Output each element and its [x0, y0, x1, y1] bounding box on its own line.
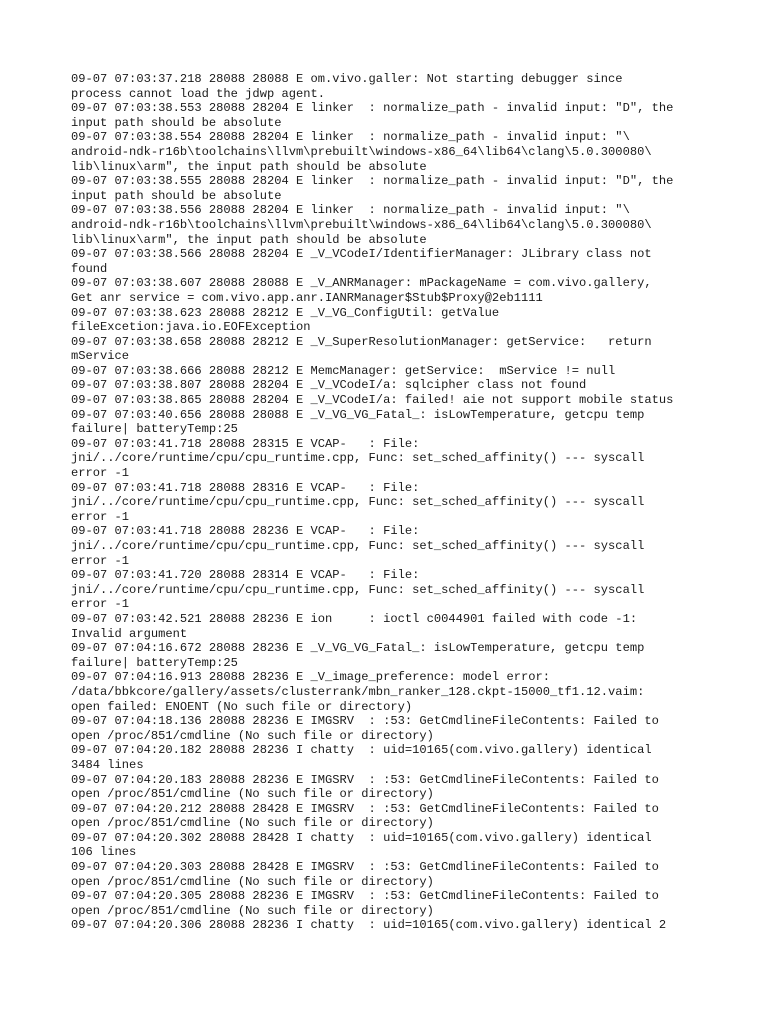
log-line: lib\linux\arm", the input path should be absolute [71, 159, 427, 174]
log-line: /data/bbkcore/gallery/assets/clusterrank/mbn_ranker_128.ckpt-15000_tf1.12.vaim: [71, 684, 645, 699]
log-line: error -1 [71, 509, 130, 524]
log-line: 106 lines [71, 845, 137, 860]
log-line: 09-07 07:04:16.672 28088 28236 E _V_VG_VG_Fatal_: isLowTemperature, getcpu temp [71, 641, 645, 656]
log-line: open /proc/851/cmdline (No such file or directory) [71, 903, 434, 918]
log-line: 09-07 07:03:38.555 28088 28204 E linker : normalize_path - invalid input: "D", the [71, 174, 674, 189]
log-line: 09-07 07:03:38.566 28088 28204 E _V_VCodeI/IdentifierManager: JLibrary class not [71, 247, 652, 262]
log-line: 09-07 07:04:20.212 28088 28428 E IMGSRV : :53: GetCmdlineFileContents: Failed to [71, 801, 659, 816]
log-line: 09-07 07:03:38.666 28088 28212 E MemcManager: getService: mService != null [71, 363, 616, 378]
log-line: Get anr service = com.vivo.app.anr.IANRManager$Stub$Proxy@2eb1111 [71, 290, 543, 305]
log-line: 09-07 07:03:41.718 28088 28316 E VCAP- : File: [71, 480, 420, 495]
log-line: 09-07 07:03:41.718 28088 28315 E VCAP- : File: [71, 436, 420, 451]
log-line: failure| batteryTemp:25 [71, 655, 238, 670]
log-line: android-ndk-r16b\toolchains\llvm\prebuilt\windows-x86_64\lib64\clang\5.0.300080\ [71, 144, 652, 159]
log-line: jni/../core/runtime/cpu/cpu_runtime.cpp, Func: set_sched_affinity() --- syscall [71, 539, 645, 553]
log-line: error -1 [71, 553, 130, 568]
log-line: error -1 [71, 466, 130, 481]
log-line: found [71, 261, 108, 276]
log-line: mService [71, 349, 130, 364]
log-line: 09-07 07:03:41.720 28088 28314 E VCAP- : File: [71, 568, 420, 583]
log-line: android-ndk-r16b\toolchains\llvm\prebuilt\windows-x86_64\lib64\clang\5.0.300080\ [71, 217, 652, 232]
log-line: 09-07 07:04:20.306 28088 28236 I chatty : uid=10165(com.vivo.gallery) identical 2 [71, 918, 667, 933]
log-line: fileExcetion:java.io.EOFException [71, 320, 311, 335]
log-line: 09-07 07:03:40.656 28088 28088 E _V_VG_VG_Fatal_: isLowTemperature, getcpu temp [71, 407, 645, 422]
log-line: 09-07 07:03:38.607 28088 28088 E _V_ANRManager: mPackageName = com.vivo.gallery, [71, 276, 652, 291]
log-line: jni/../core/runtime/cpu/cpu_runtime.cpp, Func: set_sched_affinity() --- syscall [71, 582, 645, 597]
log-line: failure| batteryTemp:25 [71, 422, 238, 437]
log-line: open /proc/851/cmdline (No such file or directory) [71, 816, 434, 831]
log-line: 09-07 07:04:20.303 28088 28428 E IMGSRV : :53: GetCmdlineFileContents: Failed to [71, 860, 659, 875]
log-line: 09-07 07:03:38.554 28088 28204 E linker : normalize_path - invalid input: "\ [71, 130, 630, 145]
log-line: input path should be absolute [71, 115, 282, 130]
log-line: 09-07 07:03:42.521 28088 28236 E ion : ioctl c0044901 failed with code -1: [71, 611, 638, 626]
log-line: open failed: ENOENT (No such file or directory) [71, 699, 413, 714]
log-line: 09-07 07:04:20.302 28088 28428 I chatty : uid=10165(com.vivo.gallery) identical [71, 830, 652, 845]
log-line: 09-07 07:04:20.305 28088 28236 E IMGSRV : :53: GetCmdlineFileContents: Failed to [71, 889, 659, 904]
log-document [71, 72, 711, 933]
log-line: Invalid argument [71, 626, 188, 641]
log-line: 09-07 07:03:41.718 28088 28236 E VCAP- : File: [71, 524, 420, 539]
log-line: jni/../core/runtime/cpu/cpu_runtime.cpp, Func: set_sched_affinity() --- syscall [71, 495, 645, 510]
log-line: 09-07 07:03:37.218 28088 28088 E om.vivo.galler: Not starting debugger since [71, 72, 623, 86]
log-line: open /proc/851/cmdline (No such file or directory) [71, 787, 434, 802]
log-line: open /proc/851/cmdline (No such file or directory) [71, 874, 434, 889]
log-line: 09-07 07:03:38.865 28088 28204 E _V_VCodeI/a: failed! aie not support mobile status [71, 393, 674, 408]
log-line: 09-07 07:04:18.136 28088 28236 E IMGSRV : :53: GetCmdlineFileContents: Failed to [71, 714, 659, 729]
log-line: 09-07 07:04:16.913 28088 28236 E _V_image_preference: model error: [71, 670, 550, 685]
log-line: 09-07 07:03:38.807 28088 28204 E _V_VCodeI/a: sqlcipher class not found [71, 378, 587, 393]
log-line: process cannot load the jdwp agent. [71, 86, 326, 101]
log-line: input path should be absolute [71, 188, 282, 203]
log-line: error -1 [71, 597, 130, 612]
log-line: lib\linux\arm", the input path should be absolute [71, 232, 427, 247]
log-line: 3484 lines [71, 757, 144, 772]
log-line: 09-07 07:03:38.553 28088 28204 E linker : normalize_path - invalid input: "D", the [71, 101, 674, 116]
log-line: open /proc/851/cmdline (No such file or directory) [71, 728, 434, 743]
log-line: 09-07 07:03:38.556 28088 28204 E linker : normalize_path - invalid input: "\ [71, 203, 630, 218]
log-line: jni/../core/runtime/cpu/cpu_runtime.cpp, Func: set_sched_affinity() --- syscall [71, 451, 645, 466]
log-line: 09-07 07:03:38.658 28088 28212 E _V_SuperResolutionManager: getService: return [71, 334, 652, 349]
log-line: 09-07 07:03:38.623 28088 28212 E _V_VG_ConfigUtil: getValue [71, 305, 500, 320]
log-line: 09-07 07:04:20.183 28088 28236 E IMGSRV : :53: GetCmdlineFileContents: Failed to [71, 772, 659, 787]
log-line: 09-07 07:04:20.182 28088 28236 I chatty : uid=10165(com.vivo.gallery) identical [71, 743, 652, 758]
